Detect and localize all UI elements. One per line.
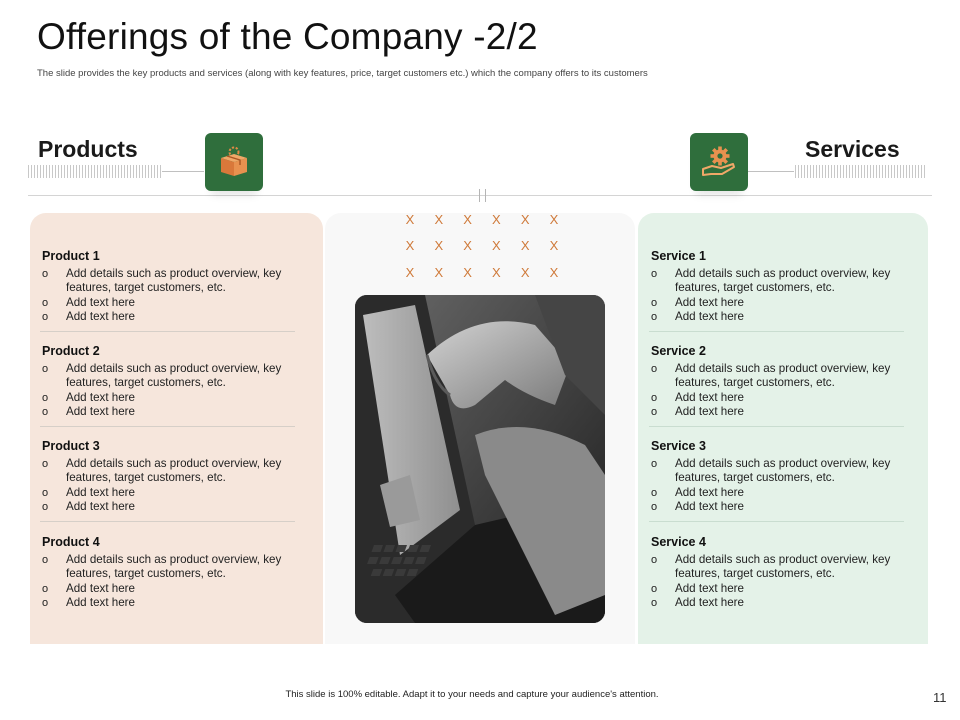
product-title: Product 3 <box>42 439 100 453</box>
product-title: Product 4 <box>42 535 100 549</box>
list-item: o Add text here <box>651 581 744 595</box>
x-mark: X <box>492 238 501 253</box>
list-item: o Add text here <box>651 500 744 514</box>
list-item: o Add text here <box>651 405 744 419</box>
x-mark: X <box>463 212 472 227</box>
list-item: o Add text here <box>651 390 744 404</box>
row-divider <box>40 426 295 427</box>
page-number: 11 <box>933 690 947 705</box>
list-item: o Add details such as product overview, key features, target customers, etc. <box>42 362 282 390</box>
laptop-hand-image <box>355 295 605 623</box>
x-mark: X <box>434 265 444 280</box>
product-block <box>42 249 304 325</box>
service-block <box>651 344 913 420</box>
service-title: Service 1 <box>651 249 706 263</box>
product-block <box>42 344 304 420</box>
list-item: o Add text here <box>42 405 135 419</box>
products-heading: Products <box>38 136 138 162</box>
x-mark: X <box>405 212 415 227</box>
service-title: Service 4 <box>651 535 706 549</box>
x-mark: X <box>434 238 444 253</box>
list-item: o Add text here <box>42 596 135 610</box>
x-mark: X <box>520 238 530 253</box>
service-title: Service 3 <box>651 439 706 453</box>
x-mark: X <box>405 238 415 253</box>
laptop-photo <box>355 295 605 623</box>
list-item: o Add details such as product overview, key features, target customers, etc. <box>651 362 891 390</box>
row-divider <box>649 331 904 332</box>
x-mark: X <box>520 212 530 227</box>
services-heading: Services <box>805 136 900 162</box>
row-divider <box>649 426 904 427</box>
gear-on-hand-icon <box>700 145 738 179</box>
hatch-decoration-right <box>795 165 925 178</box>
list-item: o Add details such as product overview, key features, target customers, etc. <box>651 267 891 295</box>
x-mark: X <box>549 265 559 280</box>
services-icon-box <box>690 133 748 191</box>
x-pattern-row <box>404 238 560 253</box>
product-title: Product 2 <box>42 344 100 358</box>
product-block <box>42 439 304 515</box>
x-mark: X <box>492 212 501 227</box>
divider-tick <box>485 189 486 202</box>
list-item: o Add text here <box>42 390 135 404</box>
x-mark: X <box>463 265 472 280</box>
service-title: Service 2 <box>651 344 706 358</box>
row-divider <box>40 521 295 522</box>
list-item: o Add text here <box>651 485 744 499</box>
connector-line-left <box>162 171 204 172</box>
slide-title: Offerings of the Company -2/2 <box>37 16 538 57</box>
header-divider <box>28 195 932 196</box>
row-divider <box>40 331 295 332</box>
list-item: o Add text here <box>42 310 135 324</box>
list-item: o Add text here <box>651 310 744 324</box>
list-item: o Add text here <box>42 500 135 514</box>
list-item: o Add details such as product overview, key features, target customers, etc. <box>651 553 891 581</box>
x-mark: X <box>492 265 501 280</box>
divider-tick <box>479 189 480 202</box>
list-item: o Add details such as product overview, key features, target customers, etc. <box>42 267 282 295</box>
list-item: o Add text here <box>42 295 135 309</box>
x-mark: X <box>549 212 559 227</box>
x-mark: X <box>463 238 472 253</box>
row-divider <box>649 521 904 522</box>
list-item: o Add text here <box>651 596 744 610</box>
list-item: o Add text here <box>42 485 135 499</box>
product-block <box>42 535 304 611</box>
list-item: o Add text here <box>42 581 135 595</box>
product-title: Product 1 <box>42 249 100 263</box>
list-item: o Add details such as product overview, key features, target customers, etc. <box>42 457 282 485</box>
x-mark: X <box>549 238 559 253</box>
service-block <box>651 439 913 515</box>
footer-note: This slide is 100% editable. Adapt it to your needs and capture your audience's attention. <box>285 689 659 700</box>
service-block <box>651 249 913 325</box>
hatch-decoration-left <box>28 165 162 178</box>
list-item: o Add text here <box>651 295 744 309</box>
x-pattern-row <box>404 265 560 280</box>
list-item: o Add details such as product overview, key features, target customers, etc. <box>42 553 282 581</box>
x-mark: X <box>520 265 530 280</box>
service-block <box>651 535 913 611</box>
connector-line-right <box>748 171 794 172</box>
products-icon-box <box>205 133 263 191</box>
x-pattern-row <box>404 212 560 227</box>
slide-subtitle: The slide provides the key products and services (along with key features, price, target customers etc.) which the company offers to its customers <box>37 68 648 79</box>
gift-box-icon <box>217 145 251 179</box>
x-mark: X <box>405 265 415 280</box>
list-item: o Add details such as product overview, key features, target customers, etc. <box>651 457 891 485</box>
x-mark: X <box>434 212 444 227</box>
